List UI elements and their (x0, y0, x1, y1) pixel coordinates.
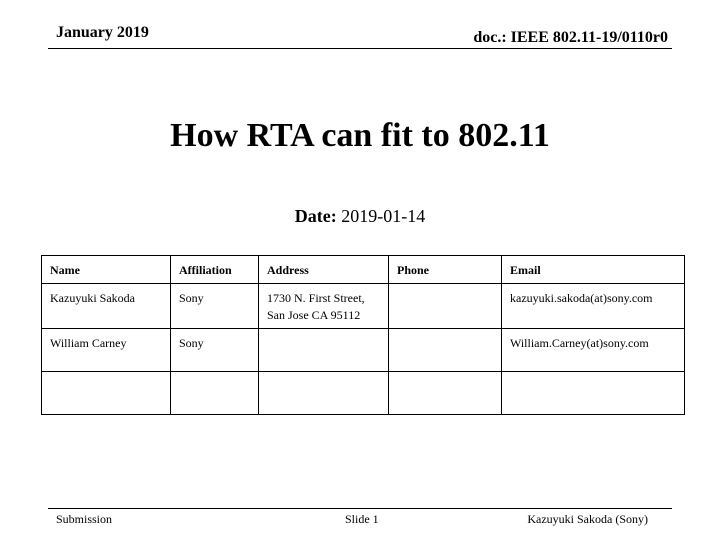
column-header-address: Address (259, 256, 389, 284)
table-header-row (42, 256, 685, 284)
column-header-affiliation: Affiliation (171, 256, 259, 284)
footer-divider (48, 508, 672, 509)
header-date: January 2019 (56, 24, 149, 41)
author-phone (389, 284, 502, 329)
column-header-phone: Phone (389, 256, 502, 284)
author-phone (389, 372, 502, 415)
authors-table (41, 255, 685, 415)
author-name: Kazuyuki Sakoda (42, 284, 171, 329)
column-header-name: Name (42, 256, 171, 284)
date-label: Date: (294, 206, 337, 226)
header-divider (48, 48, 672, 49)
author-name: William Carney (42, 329, 171, 372)
address-line-1: 1730 N. First Street, (267, 291, 365, 305)
column-header-email: Email (502, 256, 685, 284)
header-doc-id: doc.: IEEE 802.11-19/0110r0 (473, 29, 668, 46)
footer-slide-number: Slide 1 (345, 512, 379, 526)
table-row (42, 372, 685, 415)
author-address (259, 284, 389, 329)
footer-submission: Submission (56, 512, 113, 526)
address-line-2: San Jose CA 95112 (267, 308, 361, 322)
author-affiliation: Sony (171, 329, 259, 372)
author-email: kazuyuki.sakoda(at)sony.com (502, 284, 685, 329)
author-email: William.Carney(at)sony.com (502, 329, 685, 372)
date-value: 2019-01-14 (341, 206, 426, 226)
author-phone (389, 329, 502, 372)
footer-author: Kazuyuki Sakoda (Sony) (527, 512, 648, 526)
author-name (42, 372, 171, 415)
author-affiliation: Sony (171, 284, 259, 329)
slide-date (0, 206, 720, 227)
author-address (259, 329, 389, 372)
slide-title: How RTA can fit to 802.11 (170, 117, 550, 154)
author-email (502, 372, 685, 415)
table-row (42, 284, 685, 329)
table-row (42, 329, 685, 372)
author-affiliation (171, 372, 259, 415)
author-address (259, 372, 389, 415)
